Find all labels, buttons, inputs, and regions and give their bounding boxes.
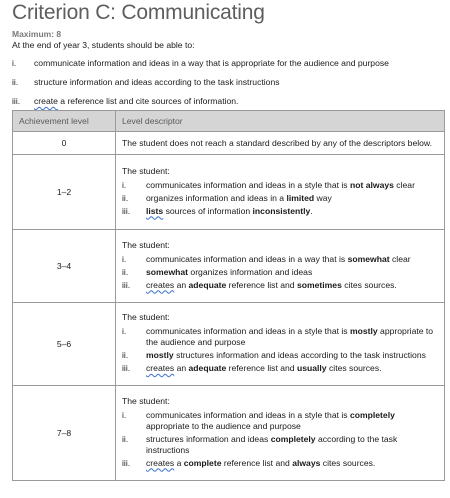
item-emphasis: not always	[349, 179, 394, 190]
item-text: way	[314, 192, 332, 203]
item-emphasis: completely	[349, 409, 395, 420]
item-number: ii.	[122, 192, 129, 203]
item-emphasis: adequate	[188, 279, 227, 290]
descriptor-item	[122, 267, 438, 278]
objective-number: iii.	[12, 96, 21, 106]
spellcheck-word: create	[34, 96, 58, 106]
descriptor-item	[122, 434, 438, 456]
descriptor-item	[122, 458, 438, 469]
item-emphasis: mostly	[349, 326, 378, 336]
item-emphasis: limited	[286, 192, 315, 203]
achievement-level: 1–2	[13, 155, 116, 230]
descriptor-intro: The student:	[122, 312, 170, 322]
item-number: iii.	[122, 205, 131, 216]
item-text: communicates information and ideas in a way that is	[146, 253, 348, 264]
item-emphasis: sometimes	[296, 279, 342, 290]
achievement-level: 3–4	[13, 230, 116, 303]
item-text: an	[174, 363, 189, 373]
spellcheck-word: lists	[146, 205, 164, 216]
table-row	[13, 303, 445, 386]
item-text: structures information and ideas	[146, 433, 271, 444]
item-number: iii.	[122, 279, 131, 290]
descriptor-intro: The student:	[122, 239, 170, 250]
item-number: i.	[122, 326, 127, 336]
column-header-descriptor: Level descriptor	[116, 111, 445, 132]
descriptor-item	[122, 206, 438, 217]
item-text: cites sources.	[341, 279, 397, 290]
objectives-list	[12, 57, 442, 114]
item-text: appropriate to the audience and purpose	[146, 326, 434, 347]
item-emphasis: adequate	[188, 363, 227, 373]
item-text: reference list and	[221, 457, 293, 468]
descriptor-item	[122, 180, 438, 191]
item-text: according to the task instructions	[146, 433, 398, 455]
item-emphasis: somewhat	[146, 266, 189, 277]
descriptor-item	[122, 363, 438, 374]
level-descriptor	[116, 155, 445, 230]
achievement-level: 7–8	[13, 386, 116, 481]
item-number: iii.	[122, 363, 131, 373]
item-emphasis: completely	[270, 433, 316, 444]
item-number: iii.	[122, 457, 131, 468]
item-text: communicates information and ideas in a style that is	[146, 179, 350, 190]
spellcheck-word: creates	[146, 363, 175, 373]
table-row	[13, 230, 445, 303]
achievement-level: 0	[13, 132, 116, 155]
table-header-row	[13, 111, 445, 132]
item-text: organizes information and ideas in a	[146, 192, 287, 203]
item-emphasis: usually	[296, 363, 327, 373]
intro-text: At the end of year 3, students should be able to:	[12, 40, 195, 50]
table-row	[13, 155, 445, 230]
item-number: i.	[122, 253, 127, 264]
descriptor-item	[122, 254, 438, 265]
item-text: organizes information and ideas	[188, 266, 313, 277]
level-descriptor	[116, 303, 445, 386]
item-text: a	[174, 457, 184, 468]
item-text: .	[310, 205, 313, 216]
objective-number: ii.	[12, 77, 19, 87]
item-text: communicates information and ideas in a style that is	[146, 409, 350, 420]
objective-item	[12, 76, 442, 95]
item-text: an	[174, 279, 189, 290]
item-text: clear	[389, 253, 411, 264]
objective-text	[34, 95, 238, 107]
item-text: clear	[393, 179, 415, 190]
descriptor-item	[122, 350, 438, 361]
item-text: sources of information	[163, 205, 253, 216]
item-emphasis: somewhat	[347, 253, 390, 264]
page-title: Criterion C: Communicating	[12, 1, 265, 24]
item-text: cites sources.	[320, 457, 376, 468]
item-emphasis: always	[292, 457, 321, 468]
item-number: ii.	[122, 266, 129, 277]
descriptor-intro: The student:	[122, 395, 170, 406]
objective-text: communicate information and ideas in a way that is appropriate for the audience and purpose	[34, 58, 389, 68]
descriptor-intro: The student:	[122, 165, 170, 176]
maximum-score: Maximum: 8	[12, 29, 62, 39]
item-emphasis: complete	[183, 457, 222, 468]
descriptor-item	[122, 280, 438, 291]
item-number: i.	[122, 409, 127, 420]
spellcheck-word: creates	[146, 279, 175, 290]
column-header-level: Achievement level	[13, 111, 116, 132]
level-descriptor	[116, 386, 445, 481]
level-descriptor: The student does not reach a standard described by any of the descriptors below.	[116, 132, 445, 155]
item-number: i.	[122, 179, 127, 190]
item-text: reference list and	[226, 363, 297, 373]
descriptor-item	[122, 410, 438, 432]
objective-item	[12, 57, 442, 76]
item-number: ii.	[122, 433, 129, 444]
item-text: cites sources.	[326, 363, 382, 373]
descriptor-item	[122, 193, 438, 204]
item-number: ii.	[122, 350, 129, 360]
spellcheck-word: creates	[146, 457, 175, 468]
item-text: reference list and	[226, 279, 297, 290]
achievement-level: 5–6	[13, 303, 116, 386]
table-row	[13, 386, 445, 481]
item-text: appropriate to the audience and purpose	[146, 420, 301, 431]
objective-text-rest: a reference list and cite sources of information.	[57, 96, 239, 106]
level-descriptor	[116, 230, 445, 303]
item-text: communicates information and ideas in a style that is	[146, 326, 350, 336]
item-text: structures information and ideas according to the task instructions	[173, 350, 426, 360]
objective-number: i.	[12, 58, 17, 68]
table-row	[13, 132, 445, 155]
item-emphasis: mostly	[146, 350, 174, 360]
rubric-table	[12, 110, 445, 481]
descriptor-item	[122, 326, 438, 348]
objective-text: structure information and ideas according to the task instructions	[34, 77, 280, 87]
item-emphasis: inconsistently	[252, 205, 311, 216]
